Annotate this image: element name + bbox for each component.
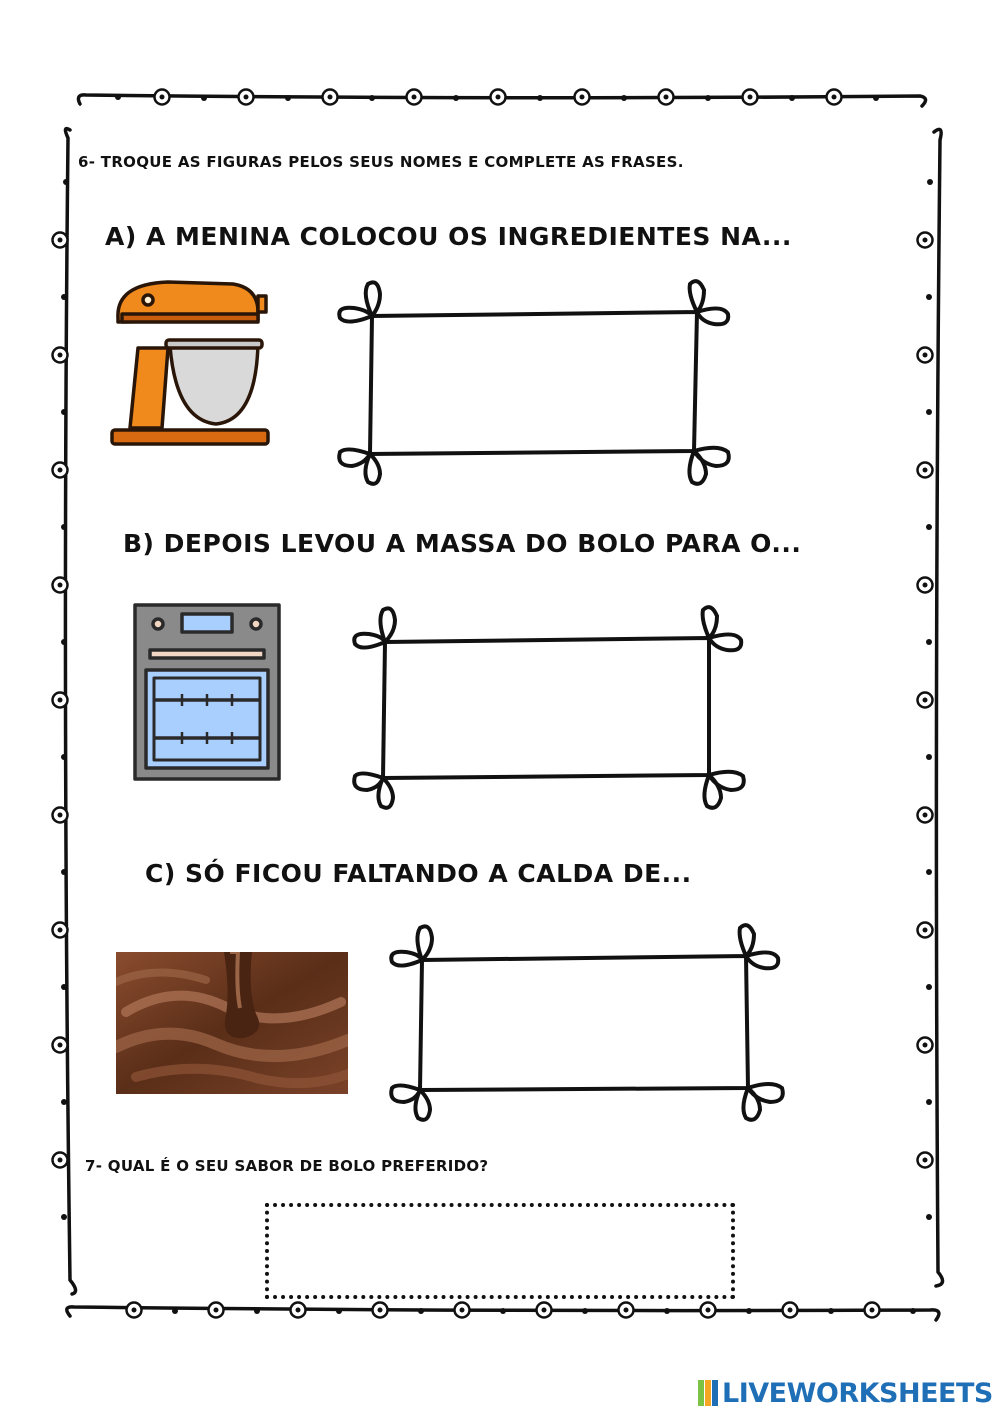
border-dot-ornament: [61, 754, 67, 760]
border-ring-center: [923, 698, 928, 703]
border-ring-center: [542, 1308, 547, 1313]
border-dot-ornament: [789, 95, 795, 101]
answer-box-a[interactable]: [332, 276, 738, 488]
border-ring-center: [214, 1308, 219, 1313]
melted-chocolate-image: [116, 952, 348, 1094]
brand-name: LIVEWORKSHEETS: [722, 1377, 993, 1409]
border-ring-center: [580, 95, 585, 100]
answer-box-c[interactable]: [384, 918, 790, 1130]
question-c-label: C) SÓ FICOU FALTANDO A CALDA DE...: [145, 859, 692, 888]
question-a-label: A) A MENINA COLOCOU OS INGREDIENTES NA...: [105, 222, 792, 251]
border-dot-ornament: [873, 95, 879, 101]
answer-input-a[interactable]: [382, 336, 686, 438]
border-ring-center: [832, 95, 837, 100]
answer-input-7[interactable]: [279, 1217, 721, 1285]
border-ring-center: [58, 1043, 63, 1048]
border-ring-center: [132, 1308, 137, 1313]
border-dot-ornament: [61, 984, 67, 990]
border-ring-center: [58, 813, 63, 818]
border-dot-ornament: [172, 1308, 178, 1314]
border-dot-ornament: [621, 95, 627, 101]
border-dot-ornament: [115, 94, 121, 100]
border-dot-ornament: [910, 1308, 916, 1314]
border-dot-ornament: [61, 639, 67, 645]
border-ring-center: [624, 1308, 629, 1313]
border-dot-ornament: [537, 95, 543, 101]
border-ring-center: [58, 238, 63, 243]
border-dot-ornament: [418, 1308, 424, 1314]
border-dot-ornament: [61, 869, 67, 875]
stand-mixer-icon: [108, 278, 270, 446]
border-dot-ornament: [453, 95, 459, 101]
border-ring-center: [460, 1308, 465, 1313]
border-dot-ornament: [705, 95, 711, 101]
border-dot-ornament: [926, 409, 932, 415]
border-ring-center: [58, 353, 63, 358]
border-ring-center: [870, 1308, 875, 1313]
border-ring-center: [748, 95, 753, 100]
border-ring-center: [328, 95, 333, 100]
border-dot-ornament: [582, 1308, 588, 1314]
border-dot-ornament: [926, 639, 932, 645]
border-dot-ornament: [61, 409, 67, 415]
border-dot-ornament: [369, 95, 375, 101]
liveworksheets-logo-icon: [698, 1380, 720, 1406]
border-ring-center: [664, 95, 669, 100]
border-ring-center: [923, 928, 928, 933]
liveworksheets-logo: [698, 1378, 993, 1408]
border-dot-ornament: [285, 95, 291, 101]
border-ring-center: [378, 1308, 383, 1313]
instruction-text: 6- TROQUE AS FIGURAS PELOS SEUS NOMES E COMPLETE AS FRASES.: [78, 153, 684, 171]
border-dot-ornament: [61, 294, 67, 300]
border-dot-ornament: [61, 1214, 67, 1220]
border-ring-center: [412, 95, 417, 100]
border-ring-center: [58, 583, 63, 588]
border-ring-center: [58, 698, 63, 703]
border-dot-ornament: [664, 1308, 670, 1314]
border-ring-center: [788, 1308, 793, 1313]
border-ring-center: [58, 928, 63, 933]
border-dot-ornament: [201, 95, 207, 101]
border-dot-ornament: [926, 524, 932, 530]
border-ring-center: [296, 1308, 301, 1313]
border-dot-ornament: [926, 869, 932, 875]
border-dot-ornament: [336, 1308, 342, 1314]
oven-icon: [132, 602, 282, 782]
border-ring-center: [923, 468, 928, 473]
border-dot-ornament: [926, 1099, 932, 1105]
border-ring-center: [923, 353, 928, 358]
answer-box-b[interactable]: [347, 600, 753, 812]
border-dot-ornament: [500, 1308, 506, 1314]
question-7-label: 7- QUAL É O SEU SABOR DE BOLO PREFERIDO?: [85, 1157, 489, 1175]
border-ring-center: [58, 468, 63, 473]
border-dot-ornament: [828, 1308, 834, 1314]
border-ring-center: [496, 95, 501, 100]
border-ring-center: [923, 813, 928, 818]
border-dot-ornament: [926, 1214, 932, 1220]
answer-input-b[interactable]: [397, 660, 701, 762]
border-dot-ornament: [63, 179, 69, 185]
border-ring-center: [923, 238, 928, 243]
border-ring-center: [923, 1043, 928, 1048]
border-ring-center: [58, 1158, 63, 1163]
answer-input-c[interactable]: [434, 976, 738, 1078]
border-ring-center: [160, 95, 165, 100]
answer-box-7[interactable]: [265, 1203, 735, 1299]
border-dot-ornament: [926, 294, 932, 300]
border-dot-ornament: [61, 1099, 67, 1105]
border-ring-center: [923, 1158, 928, 1163]
border-dot-ornament: [254, 1308, 260, 1314]
border-dot-ornament: [746, 1308, 752, 1314]
border-dot-ornament: [926, 984, 932, 990]
question-b-label: B) DEPOIS LEVOU A MASSA DO BOLO PARA O...: [123, 529, 802, 558]
border-ring-center: [923, 583, 928, 588]
border-dot-ornament: [61, 524, 67, 530]
border-ring-center: [244, 95, 249, 100]
border-ring-center: [706, 1308, 711, 1313]
border-dot-ornament: [927, 179, 933, 185]
border-dot-ornament: [926, 754, 932, 760]
